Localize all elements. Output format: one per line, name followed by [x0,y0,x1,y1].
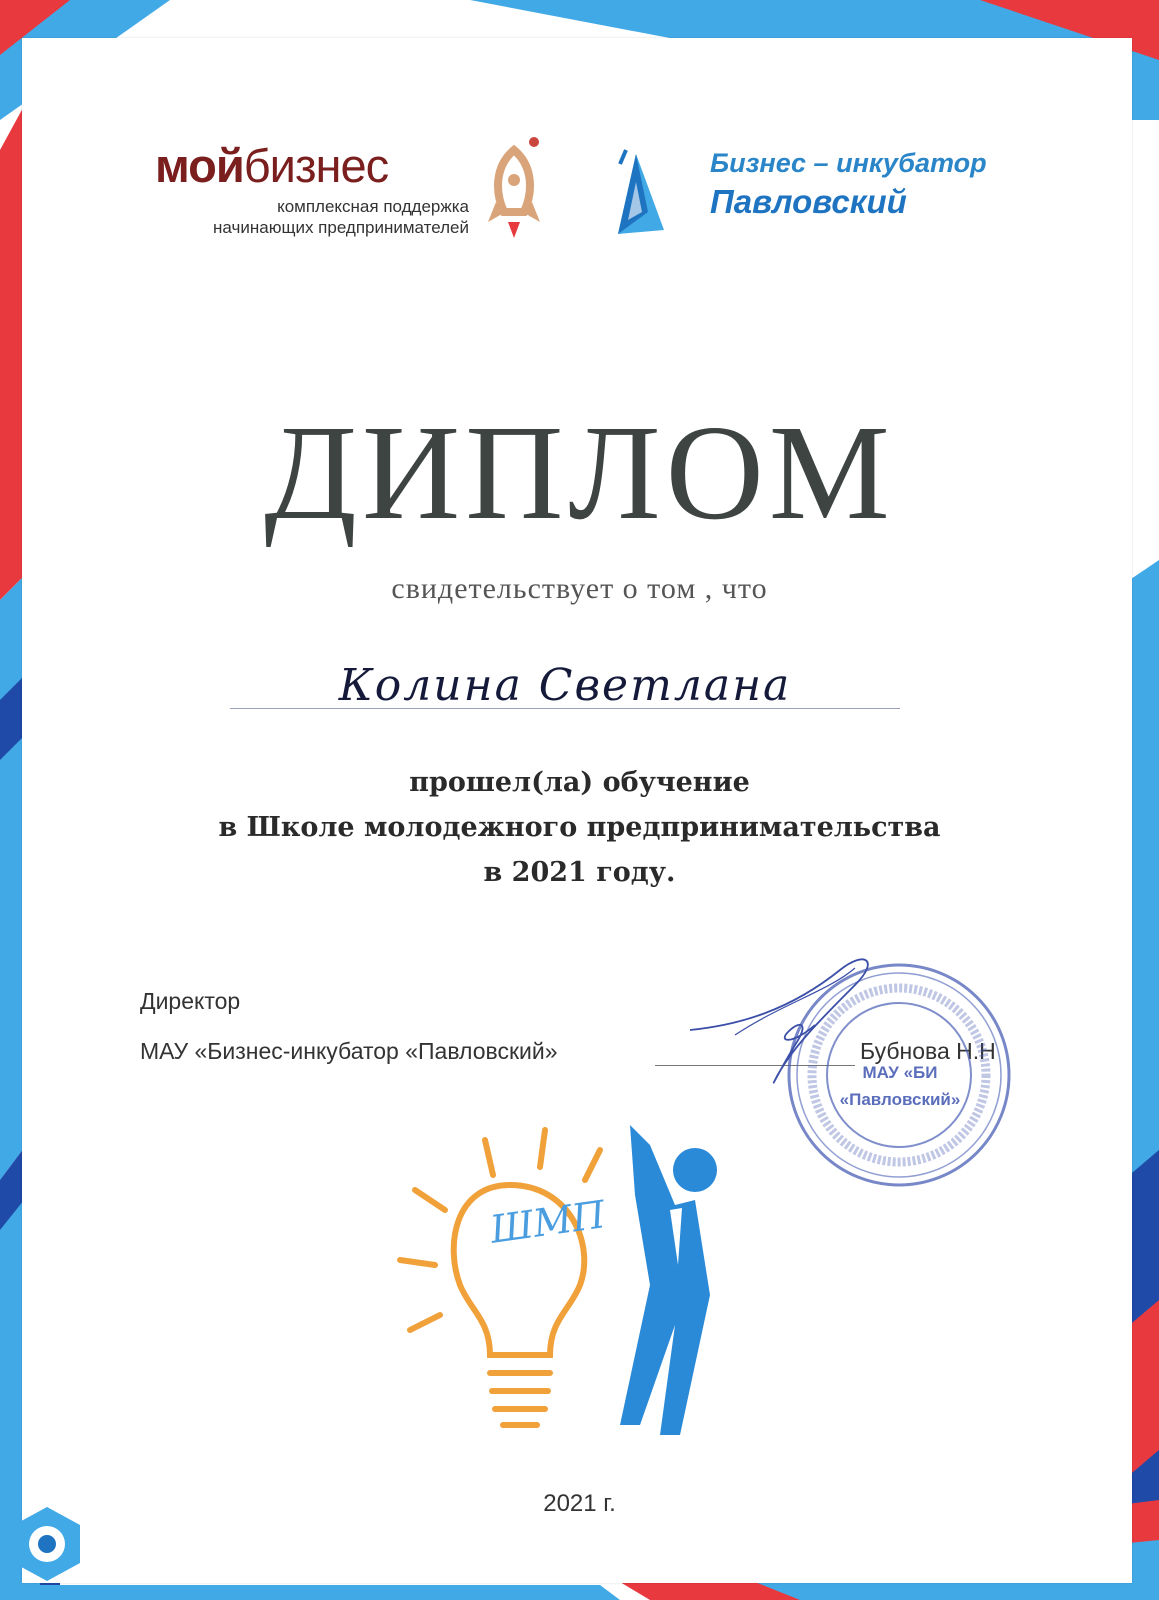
incubator-logo-line-2: Павловский [710,183,907,220]
person-figure-icon [620,1125,740,1445]
stamp-center-line-1: МАУ «БИ [862,1063,938,1082]
recipient-name-underline [230,708,900,709]
diploma-body [0,760,1159,895]
diploma-title: ДИПЛОМ [264,398,895,548]
signatory-organization: МАУ «Бизнес-инкубатор «Павловский» [140,1038,558,1064]
diploma-body-line-3: в 2021 году. [483,857,676,888]
rocket-icon [484,130,544,245]
diploma-body-line-2: в Школе молодежного предпринимательства [218,812,941,843]
signatory-position: Директор [140,988,241,1014]
incubator-logo-line-1: Бизнес – инкубатор [710,148,987,178]
handwritten-signature [680,950,900,1090]
diploma-lead-text: свидетельствует о том , что [391,572,768,605]
diploma-body-line-1: прошел(ла) обучение [409,767,750,798]
sail-icon [612,142,674,242]
footer-year: 2021 г. [543,1490,616,1517]
stamp-center-line-2: «Павловский» [839,1090,961,1109]
signatory-name: Бубнова Н.Н [860,1038,996,1064]
recipient-name: Колина Светлана [338,660,792,711]
lightbulb-icon [395,1125,625,1455]
moibiznes-logo-wordmark: мойбизнес [155,139,389,192]
moibiznes-logo-subtitle: комплексная поддержка начинающих предпринимателей [213,197,469,237]
emblem-text: ШМП [487,1192,608,1252]
